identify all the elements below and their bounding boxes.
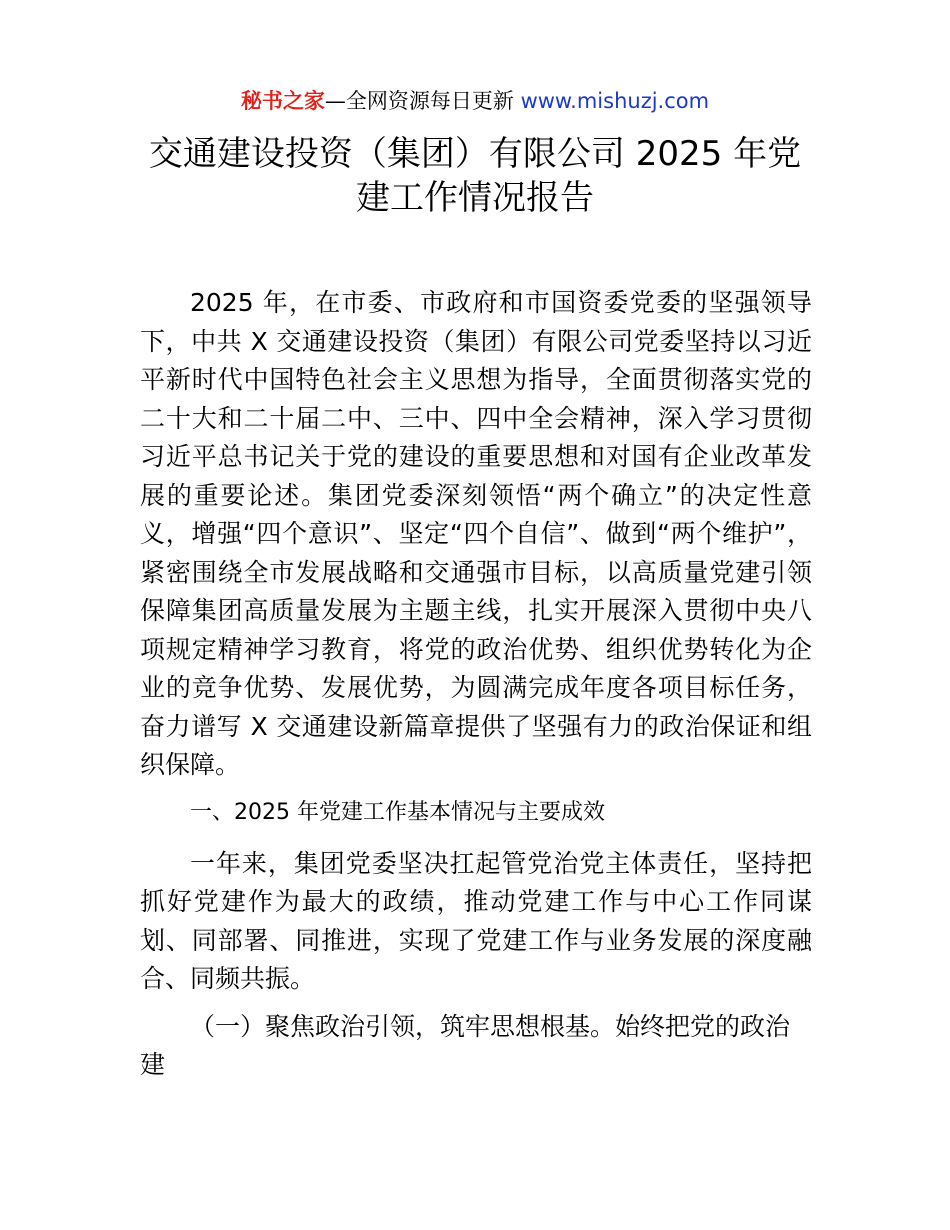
watermark-header bbox=[0, 86, 950, 116]
intro-paragraph: 2025 年，在市委、市政府和市国资委党委的坚强领导下，中共 X 交通建设投资（集团）有限公司党委坚持以习近平新时代中国特色社会主义思想为指导，全面贯彻落实党的二十大和二十届二中、三中、四中全会精神，深入学习贯彻习近平总书记关于党的建设的重要思想和对国有企业改革发展的重要论述。集团党委深刻领悟“两个确立”的决定性意义，增强“四个意识”、坚定“四个自信”、做到“两个维护”，紧密围绕全市发展战略和交通强市目标，以高质量党建引领保障集团高质量发展为主题主线，扎实开展深入贯彻中央八项规定精神学习教育，将党的政治优势、组织优势转化为企业的竞争优势、发展优势，为圆满完成年度各项目标任务，奋力谱写 X 交通建设新篇章提供了坚强有力的政治保证和组织保障。 bbox=[140, 288, 812, 779]
site-name: 秘书之家 bbox=[240, 89, 325, 113]
section-heading-1: 一、2025 年党建工作基本情况与主要成效 bbox=[190, 799, 605, 825]
section-1-paragraph: 一年来，集团党委坚决扛起管党治党主体责任，坚持把抓好党建作为最大的政绩，推动党建工作与中心工作同谋划、同部署、同推进，实现了党建工作与业务发展的深度融合、同频共振。 bbox=[140, 848, 812, 993]
title-line-2: 建工作情况报告 bbox=[356, 178, 594, 218]
site-url-link[interactable]: www.mishuzj.com bbox=[520, 89, 710, 113]
site-tagline: —全网资源每日更新 bbox=[324, 89, 514, 113]
title-line-1: 交通建设投资（集团）有限公司 2025 年党 bbox=[148, 134, 802, 174]
document-title bbox=[140, 132, 810, 220]
subsection-heading-1: （一）聚焦政治引领，筑牢思想根基。始终把党的政治建 bbox=[140, 1011, 791, 1079]
document-body bbox=[140, 284, 812, 1085]
